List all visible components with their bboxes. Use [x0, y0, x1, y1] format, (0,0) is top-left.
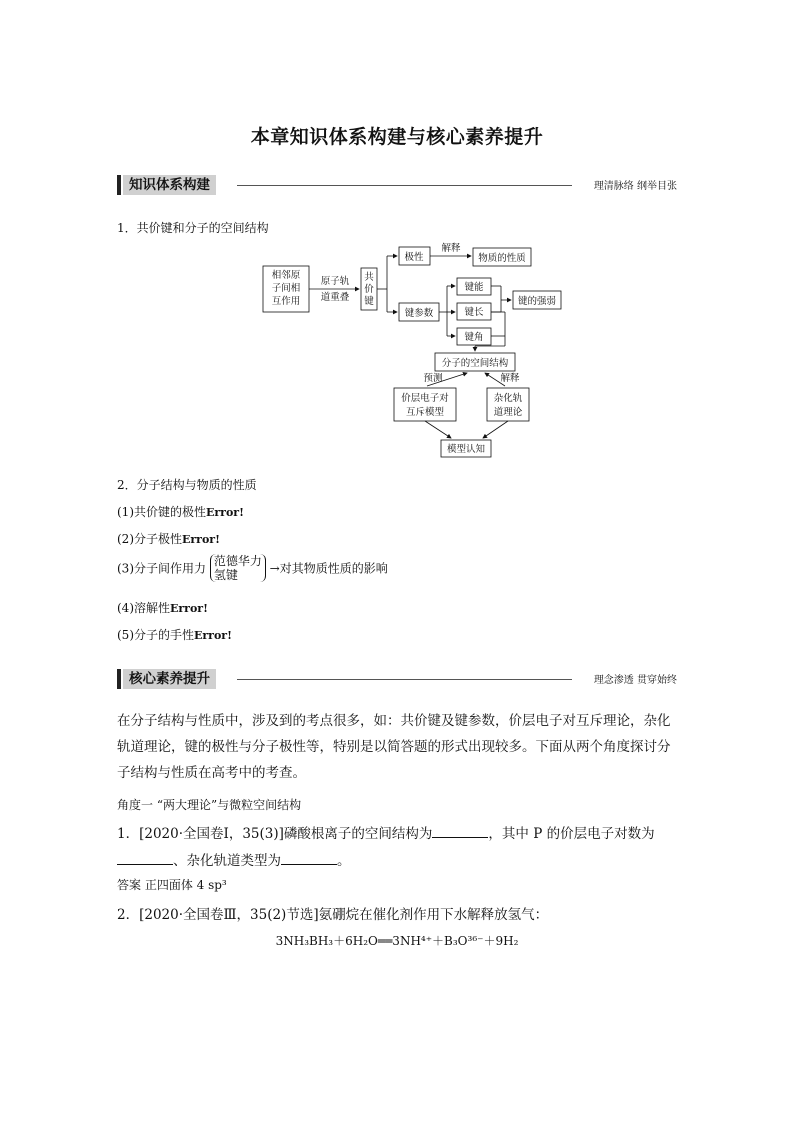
question-text: 、杂化轨道类型为 — [173, 853, 281, 869]
chemical-equation: 3NH₃BH₃＋6H₂O══3NH⁴⁺＋B₃O³⁶⁻＋9H₂ — [275, 934, 519, 948]
section-header-core — [117, 669, 677, 689]
text-explain-2: 解释 — [500, 373, 520, 384]
text-neighbor-2: 子间相 — [271, 283, 301, 294]
error-text: Error! — [170, 602, 208, 615]
intro-paragraph: 在分子结构与性质中，涉及到的考点很多，如：共价键及键参数，价层电子对互斥理论，杂化轨道理论，键的极性与分子极性等，特别是以简答题的形式出现较多。下面从两个角度探讨分子结构与性质在高考中的考查。 — [117, 713, 671, 781]
page-title: 本章知识体系构建与核心素养提升 — [250, 126, 544, 148]
section-subtitle: 理清脉络 纲举目张 — [593, 181, 677, 192]
text-vsepr-1: 价层电子对 — [401, 393, 449, 404]
text-overlap-2: 道重叠 — [320, 292, 350, 303]
sub-item — [117, 554, 388, 582]
answer-line: 答案 正四面体 4 sp³ — [117, 878, 227, 892]
sub-item-text: (3)分子间作用力 — [117, 561, 206, 576]
text-angle: 键角 — [464, 332, 484, 343]
section-subtitle: 理念渗透 贯穿始终 — [593, 675, 677, 686]
section-title: 知识体系构建 — [123, 175, 216, 195]
text-predict: 预测 — [423, 373, 443, 384]
text-params: 键参数 — [404, 308, 434, 319]
brace-group — [210, 554, 266, 582]
section-divider — [237, 185, 572, 186]
answer-blank — [432, 825, 488, 838]
concept-map-diagram — [255, 238, 557, 460]
section-divider — [237, 679, 572, 680]
question-text: 。 — [337, 853, 351, 869]
error-text: Error! — [194, 629, 232, 642]
text-covalent-1: 共 — [364, 272, 374, 283]
section-header-knowledge — [117, 175, 677, 195]
brace-line: 氢键 — [213, 568, 238, 582]
text-hybrid-2: 道理论 — [493, 407, 523, 418]
text-length: 键长 — [464, 307, 484, 318]
text-vsepr-2: 互斥模型 — [405, 407, 445, 418]
text-neighbor-3: 互作用 — [271, 296, 301, 307]
question-text: ，其中 P 的价层电子对数为 — [488, 826, 655, 842]
sub-item — [117, 626, 232, 643]
text-overlap-1: 原子轨 — [320, 276, 350, 287]
text-property: 物质的性质 — [478, 253, 526, 264]
question-2: 2．[2020·全国卷Ⅲ，35(2)节选]氨硼烷在催化剂作用下水解释放氢气： — [117, 907, 549, 923]
item-heading: 2．分子结构与物质的性质 — [117, 478, 257, 492]
error-text: Error! — [206, 506, 244, 519]
sub-item-text: (2)分子极性 — [117, 532, 182, 546]
error-text: Error! — [182, 533, 220, 546]
question-1-cont — [117, 849, 351, 869]
text-neighbor-1: 相邻原 — [271, 270, 301, 281]
answer-blank — [281, 852, 337, 865]
sub-item — [117, 599, 208, 616]
text-structure: 分子的空间结构 — [441, 358, 509, 369]
text-strength: 键的强弱 — [517, 296, 557, 307]
text-model: 模型认知 — [446, 444, 486, 455]
sub-item-text: (5)分子的手性 — [117, 628, 194, 642]
text-explain-1: 解释 — [441, 243, 461, 254]
sub-item-text: (4)溶解性 — [117, 601, 170, 615]
sub-item-text: (1)共价键的极性 — [117, 505, 206, 519]
section-title: 核心素养提升 — [123, 669, 216, 689]
angle-heading: 角度一 “两大理论”与微粒空间结构 — [117, 798, 302, 812]
section-marker — [117, 175, 121, 195]
question-text: 1．[2020·全国卷Ⅰ，35(3)]磷酸根离子的空间结构为 — [117, 826, 433, 842]
question-1 — [117, 822, 655, 842]
sub-item — [117, 530, 220, 547]
item-heading: 1．共价键和分子的空间结构 — [117, 221, 269, 235]
text-covalent-3: 键 — [364, 296, 374, 307]
text-hybrid-1: 杂化轨 — [493, 393, 523, 404]
brace-line: 范德华力 — [213, 554, 262, 568]
sub-item — [117, 503, 244, 520]
sub-item-text: →对其物质性质的影响 — [269, 561, 388, 576]
text-polarity: 极性 — [404, 252, 424, 263]
answer-blank — [117, 852, 173, 865]
text-covalent-2: 价 — [364, 284, 374, 295]
text-energy: 键能 — [464, 282, 484, 293]
section-marker — [117, 669, 121, 689]
